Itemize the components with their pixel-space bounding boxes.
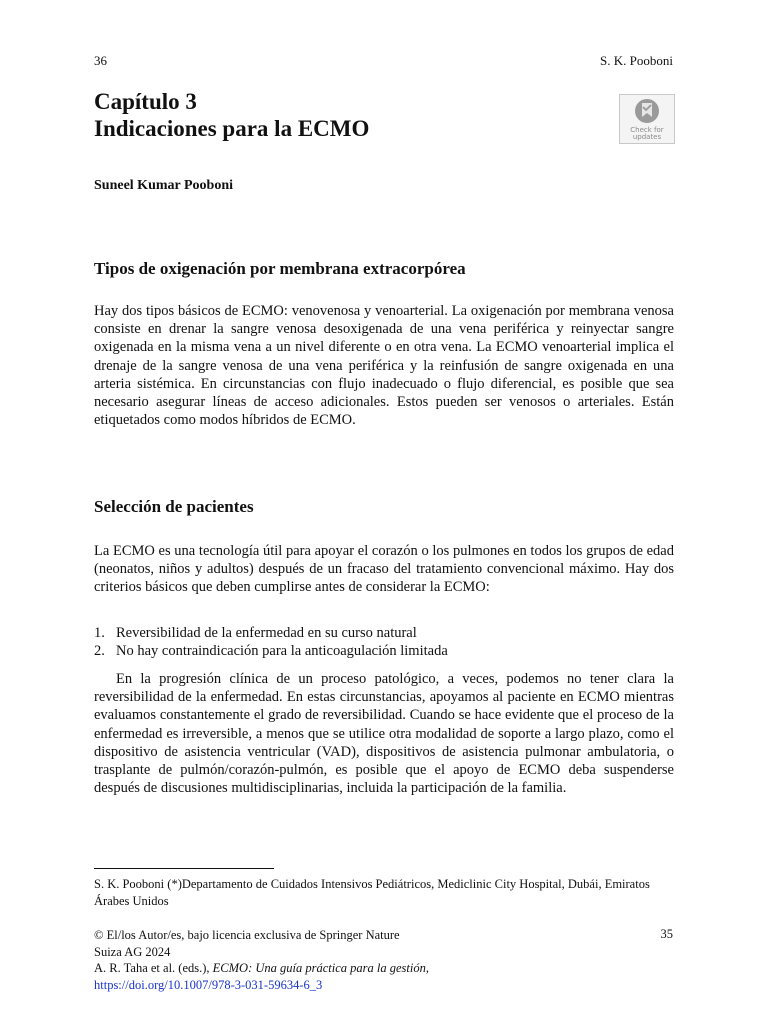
running-author: S. K. Pooboni: [600, 53, 673, 68]
section-paragraph-tipos: Hay dos tipos básicos de ECMO: venovenosa y venoarterial. La oxigenación por membrana venosa consiste en drenar la sangre venosa desoxigenada de una vena periférica y reinyectar sangre oxigenada en la misma vena a un nivel diferente o en otra vena. La ECMO venoarterial implica el drenaje de la sangre venosa de una vena periférica y la reinfusión de sangre oxigenada en una arteria sistémica. En circunstancias con flujo inadecuado o flujo diferencial, es posible que sea necesario asegurar líneas de acceso adicionales. Estos pueden ser venosos o arteriales. Están etiquetados como modos híbridos de ECMO.: [94, 303, 674, 429]
check-for-updates-badge[interactable]: [619, 94, 675, 144]
list-item: [94, 642, 674, 660]
list-item-text: No hay contraindicación para la anticoagulación limitada: [116, 643, 448, 660]
copyright-line: © El/los Autor/es, bajo licencia exclusiva de Springer Nature: [94, 928, 400, 942]
list-item: [94, 624, 674, 642]
copyright-line: Suiza AG 2024: [94, 944, 171, 959]
citation-suffix: ,: [425, 961, 429, 975]
running-page-number: 36: [94, 53, 107, 68]
book-title: ECMO: Una guía práctica para la gestión: [212, 961, 426, 975]
footer-page-number: 35: [660, 927, 673, 941]
list-item-number: 1.: [94, 625, 105, 641]
copyright-block: [94, 927, 514, 993]
author-affiliation-footnote: S. K. Pooboni (*)Departamento de Cuidados Intensivos Pediátricos, Mediclinic City Hospital, Dubái, Emiratos Árabes Unidos: [94, 877, 650, 908]
citation-line: [94, 960, 514, 977]
section-paragraph-progresion: En la progresión clínica de un proceso patológico, a veces, podemos no tener clara la reversibilidad de la enfermedad. En estas circunstancias, apoyamos al paciente en ECMO mientras evaluamos constantemente el grado de reversibilidad. Cuando se hace evidente que el proceso de la enfermedad es irreversible, a menos que se utilice otra modalidad de soporte a largo plazo, como el dispositivo de asistencia ventricular (VAD), dispositivos de asistencia pulmonar ambulatoria, o trasplante de pulmón/corazón-pulmón, es posible que el apoyo de ECMO deba suspenderse después de discusiones multidisciplinarias, incluida la participación de la familia.: [94, 671, 674, 797]
chapter-author: Suneel Kumar Pooboni: [94, 178, 233, 193]
list-item-number: 2.: [94, 643, 105, 660]
section-heading-seleccion: Selección de pacientes: [94, 497, 254, 516]
chapter-title: Indicaciones para la ECMO: [94, 116, 370, 141]
section-paragraph-seleccion: La ECMO es una tecnología útil para apoyar el corazón o los pulmones en todos los grupos de edad (neonatos, niños y adultos) después de un fracaso del tratamiento convencional máximo. Hay dos criterios básicos que deben cumplirse antes de considerar la ECMO:: [94, 543, 674, 596]
chapter-label: Capítulo 3: [94, 89, 197, 114]
citation-editors: A. R. Taha et al. (eds.),: [94, 961, 213, 975]
section-heading-tipos: Tipos de oxigenación por membrana extracorpórea: [94, 259, 466, 278]
check-for-updates-label: Check for updates: [630, 126, 664, 141]
list-item-text: Reversibilidad de la enfermedad en su curso natural: [116, 625, 417, 641]
criteria-list: [94, 624, 674, 660]
footnote-divider: [94, 868, 274, 869]
bookmark-check-icon: [632, 98, 662, 126]
doi-link[interactable]: https://doi.org/10.1007/978-3-031-59634-6_3: [94, 977, 323, 992]
